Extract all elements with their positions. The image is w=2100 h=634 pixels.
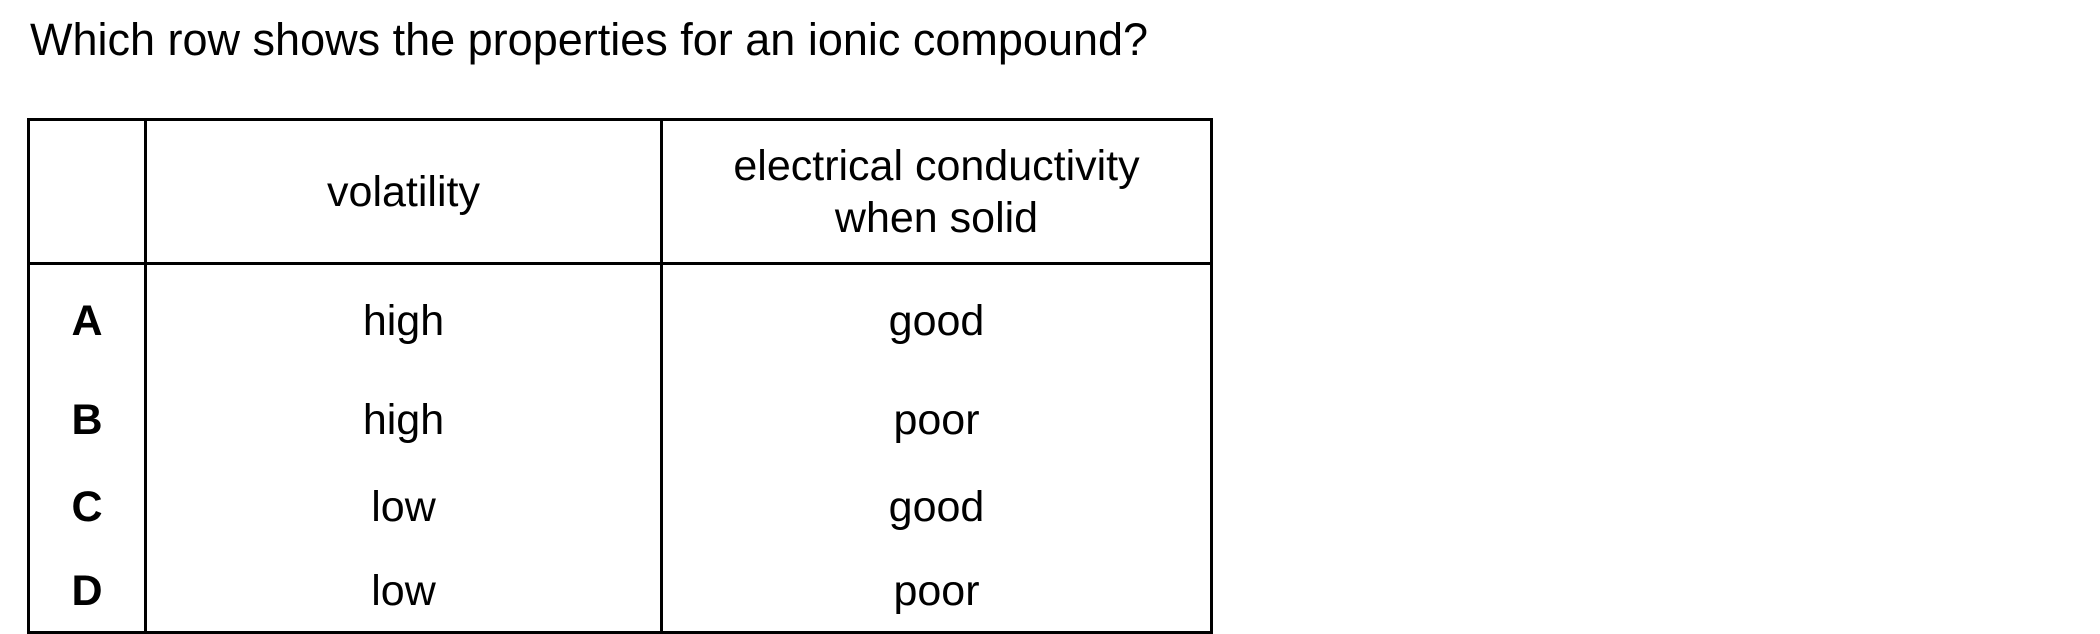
volatility-cell: low — [146, 551, 662, 633]
row-label: C — [29, 464, 146, 551]
conductivity-cell: poor — [662, 377, 1212, 464]
row-label: D — [29, 551, 146, 633]
table-row — [29, 551, 1212, 633]
properties-table-wrapper — [27, 118, 1213, 634]
table-row — [29, 264, 1212, 378]
table-header-row — [29, 120, 1212, 264]
header-conductivity-line2: when solid — [834, 193, 1039, 242]
header-conductivity — [662, 120, 1212, 264]
conductivity-cell: good — [662, 464, 1212, 551]
volatility-cell: high — [146, 264, 662, 378]
question-text: Which row shows the properties for an ionic compound? — [30, 14, 1149, 65]
conductivity-cell: poor — [662, 551, 1212, 633]
volatility-cell: low — [146, 464, 662, 551]
header-volatility: volatility — [146, 120, 662, 264]
table-row — [29, 464, 1212, 551]
header-conductivity-line1: electrical conductivity — [733, 141, 1140, 190]
header-label-cell — [29, 120, 146, 264]
properties-table — [27, 118, 1213, 634]
table-row — [29, 377, 1212, 464]
row-label: B — [29, 377, 146, 464]
volatility-cell: high — [146, 377, 662, 464]
conductivity-cell: good — [662, 264, 1212, 378]
row-label: A — [29, 264, 146, 378]
